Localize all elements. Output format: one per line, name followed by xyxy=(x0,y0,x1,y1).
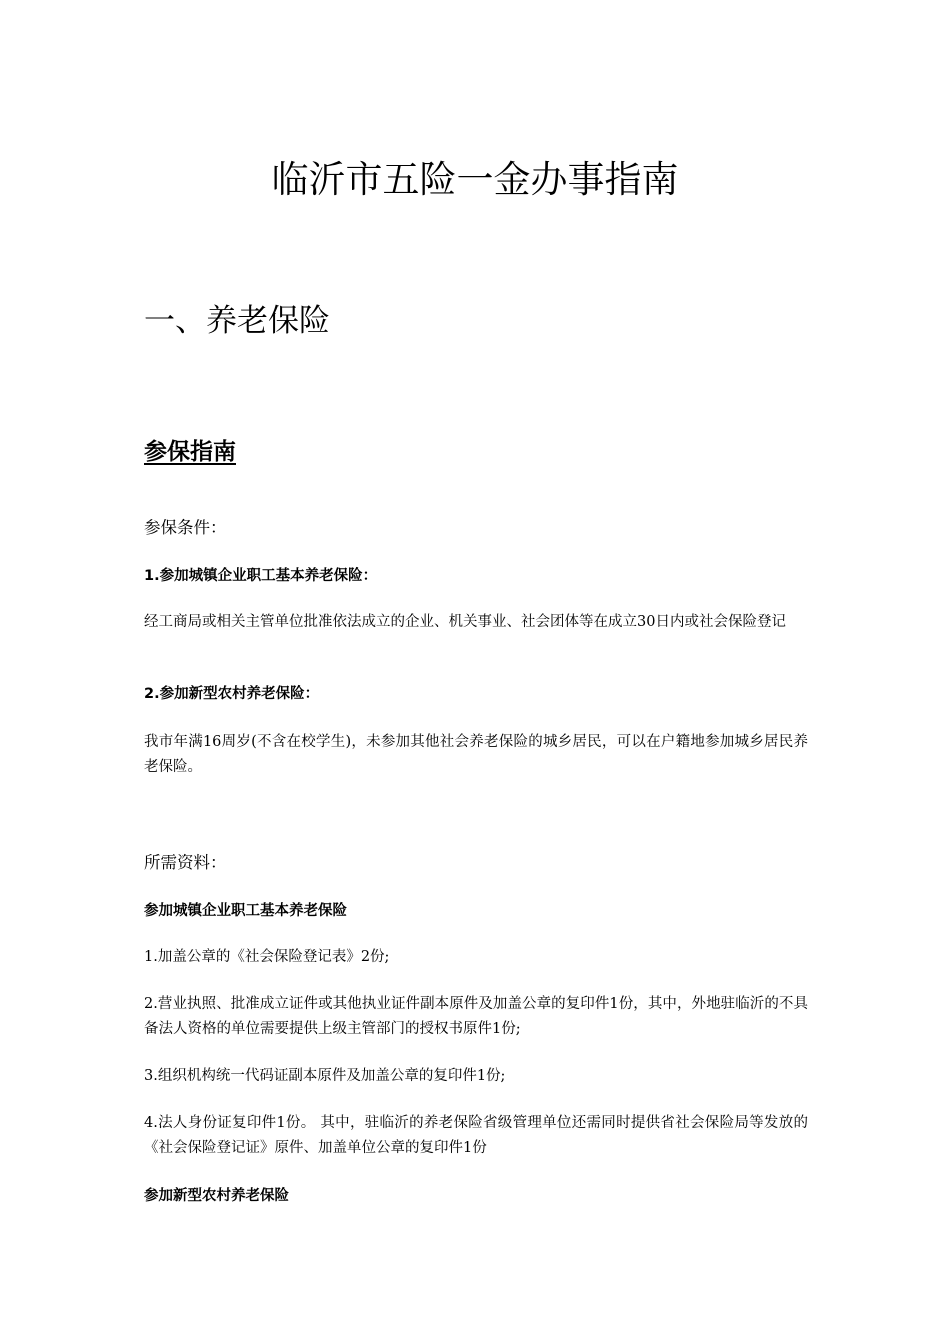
condition-item-1-text: 经工商局或相关主管单位批准依法成立的企业、机关事业、社会团体等在成立30日内或社会保险登记 xyxy=(144,614,786,630)
materials-urban-item-3: 3.组织机构统一代码证副本原件及加盖公章的复印件1份; xyxy=(144,1068,506,1084)
condition-item-2-text: 我市年满16周岁(不含在校学生)，未参加其他社会养老保险的城乡居民，可以在户籍地参加城乡居民养老保险。 xyxy=(144,734,808,775)
condition-item-1-title: 1.参加城镇企业职工基本养老保险： xyxy=(144,568,378,584)
sub-heading-enrollment-guide: 参保指南 xyxy=(144,439,236,465)
materials-urban-item-1: 1.加盖公章的《社会保险登记表》2份; xyxy=(144,949,390,965)
materials-label: 所需资料： xyxy=(144,853,227,872)
materials-urban-title: 参加城镇企业职工基本养老保险 xyxy=(144,903,347,919)
materials-rural-title: 参加新型农村养老保险 xyxy=(144,1188,289,1204)
section-heading-pension-insurance: 一、养老保险 xyxy=(144,303,330,339)
conditions-label: 参保条件： xyxy=(144,518,227,537)
materials-urban-item-4: 4.法人身份证复印件1份。 其中，驻临沂的养老保险省级管理单位还需同时提供省社会保险局等发放的《社会保险登记证》原件、加盖单位公章的复印件1份 xyxy=(144,1115,808,1156)
document-title: 临沂市五险一金办事指南 xyxy=(271,158,679,201)
condition-item-2-title: 2.参加新型农村养老保险： xyxy=(144,686,320,702)
materials-urban-item-2: 2.营业执照、批准成立证件或其他执业证件副本原件及加盖公章的复印件1份，其中，外地驻临沂的不具备法人资格的单位需要提供上级主管部门的授权书原件1份; xyxy=(144,996,808,1037)
